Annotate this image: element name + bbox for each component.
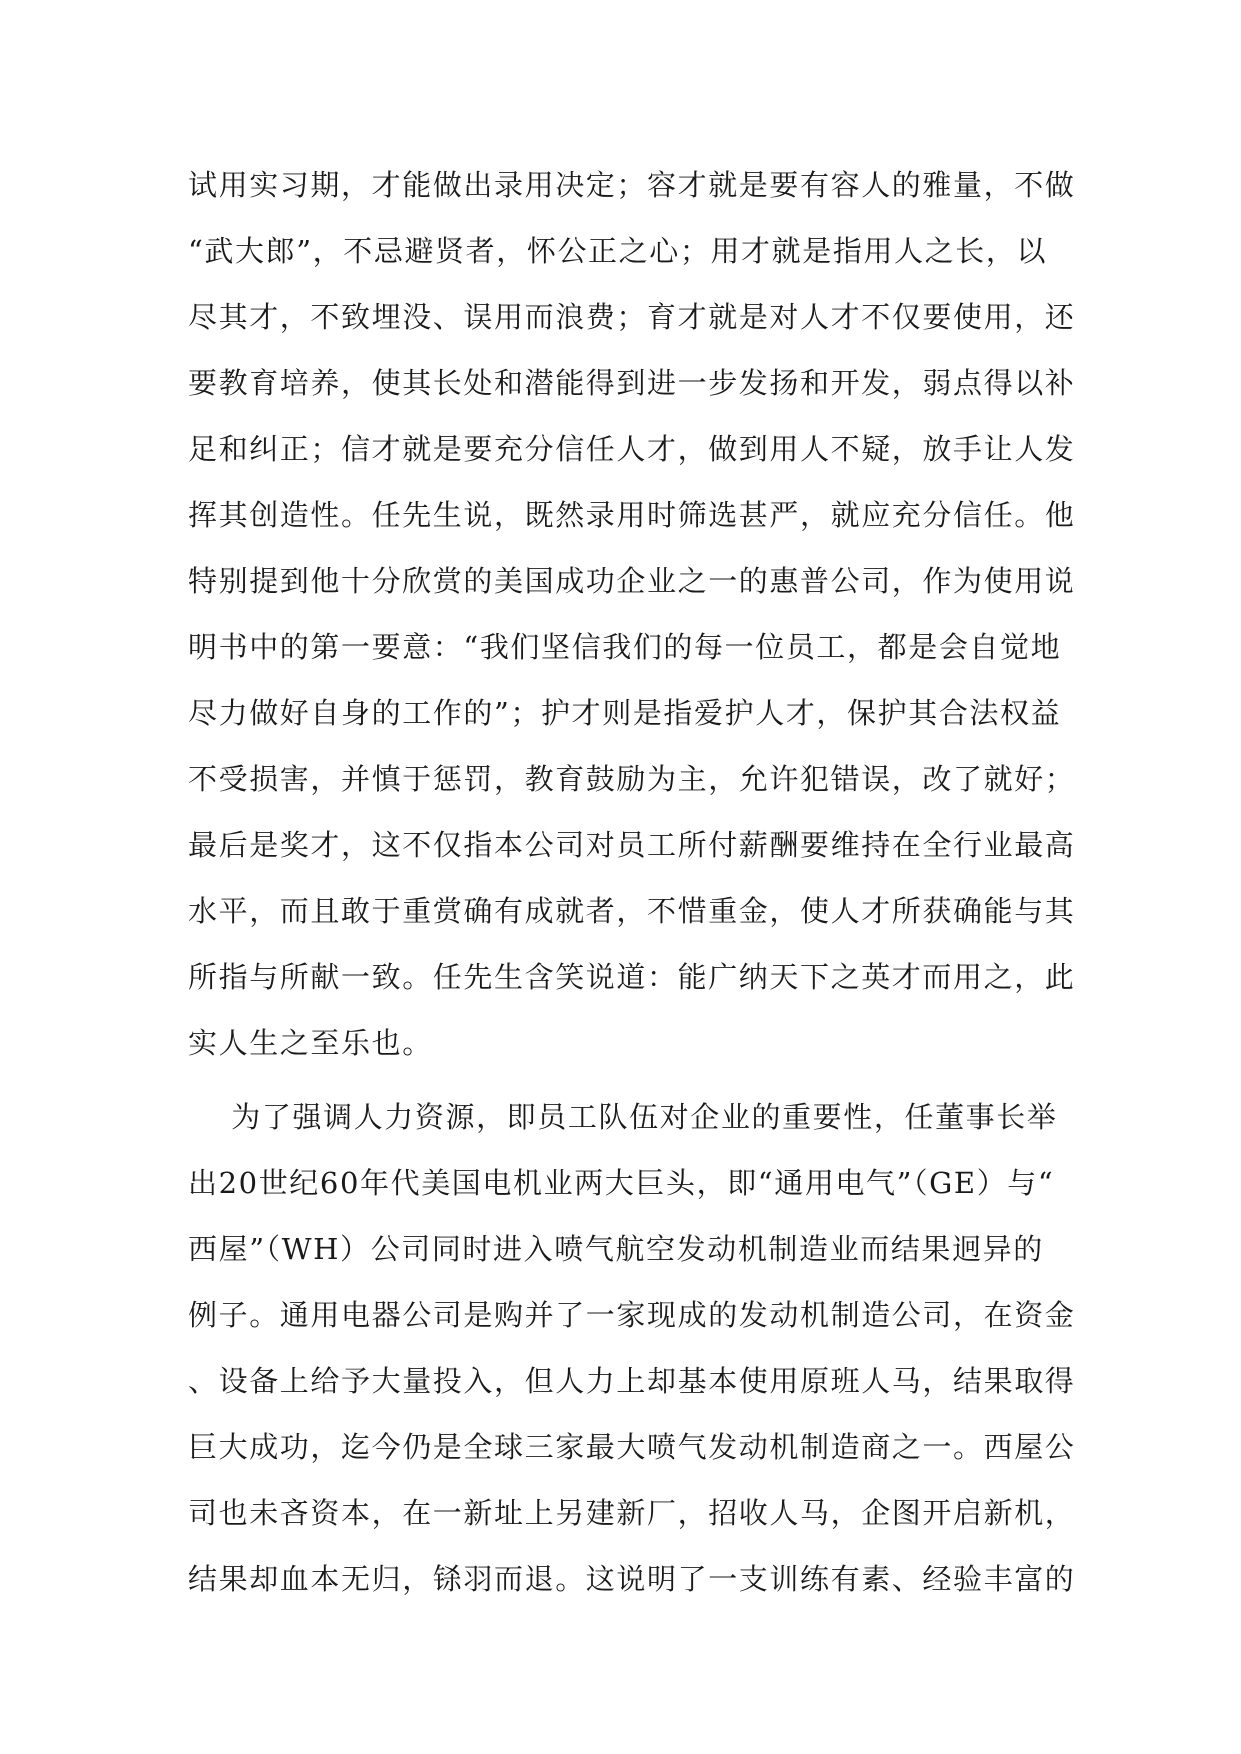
text-line: “武大郎”，不忌避贤者，怀公正之心；用才就是指用人之长，以 (188, 234, 1048, 268)
body-text (188, 152, 1076, 1612)
text-line: 实人生之至乐也。 (188, 1026, 433, 1060)
text-line: 特别提到他十分欣赏的美国成功企业之一的惠普公司，作为使用说 (188, 564, 1076, 598)
paragraph-1 (188, 152, 1076, 1076)
text-line: 尽其才，不致埋没、误用而浪费；育才就是对人才不仅要使用，还 (188, 300, 1076, 334)
paragraph-2 (188, 1084, 1076, 1612)
text-line: 尽力做好自身的工作的”；护才则是指爱护人才，保护其合法权益 (188, 696, 1062, 730)
text-line: 司也未吝资本，在一新址上另建新厂，招收人马，企图开启新机， (188, 1496, 1076, 1530)
text-line: 、设备上给予大量投入，但人力上却基本使用原班人马，结果取得 (188, 1364, 1076, 1398)
text-line: 足和纠正；信才就是要充分信任人才，做到用人不疑，放手让人发 (188, 432, 1076, 466)
paragraph-gap (188, 1076, 1068, 1084)
text-line: 结果却血本无归，铩羽而退。这说明了一支训练有素、经验丰富的 (188, 1562, 1076, 1596)
text-line: 试用实习期，才能做出录用决定；容才就是要有容人的雅量，不做 (188, 168, 1076, 202)
text-line: 出20世纪60年代美国电机业两大巨头，即“通用电气”（GE）与“ (188, 1166, 1055, 1200)
text-line: 要教育培养，使其长处和潜能得到进一步发扬和开发，弱点得以补 (188, 366, 1076, 400)
text-line: 明书中的第一要意：“我们坚信我们的每一位员工，都是会自觉地 (188, 630, 1062, 664)
text-line: 不受损害，并慎于惩罚，教育鼓励为主，允许犯错误，改了就好； (188, 762, 1076, 796)
text-line: 西屋”（WH）公司同时进入喷气航空发动机制造业而结果迥异的 (188, 1232, 1044, 1266)
text-line: 为了强调人力资源，即员工队伍对企业的重要性，任董事长举 (188, 1100, 1058, 1134)
text-line: 挥其创造性。任先生说，既然录用时筛选甚严，就应充分信任。他 (188, 498, 1076, 532)
text-line: 最后是奖才，这不仅指本公司对员工所付薪酬要维持在全行业最高 (188, 828, 1076, 862)
text-line: 例子。通用电器公司是购并了一家现成的发动机制造公司，在资金 (188, 1298, 1076, 1332)
text-line: 水平，而且敢于重赏确有成就者，不惜重金，使人才所获确能与其 (188, 894, 1076, 928)
text-line: 巨大成功，迄今仍是全球三家最大喷气发动机制造商之一。西屋公 (188, 1430, 1076, 1464)
text-line: 所指与所献一致。任先生含笑说道：能广纳天下之英才而用之，此 (188, 960, 1076, 994)
